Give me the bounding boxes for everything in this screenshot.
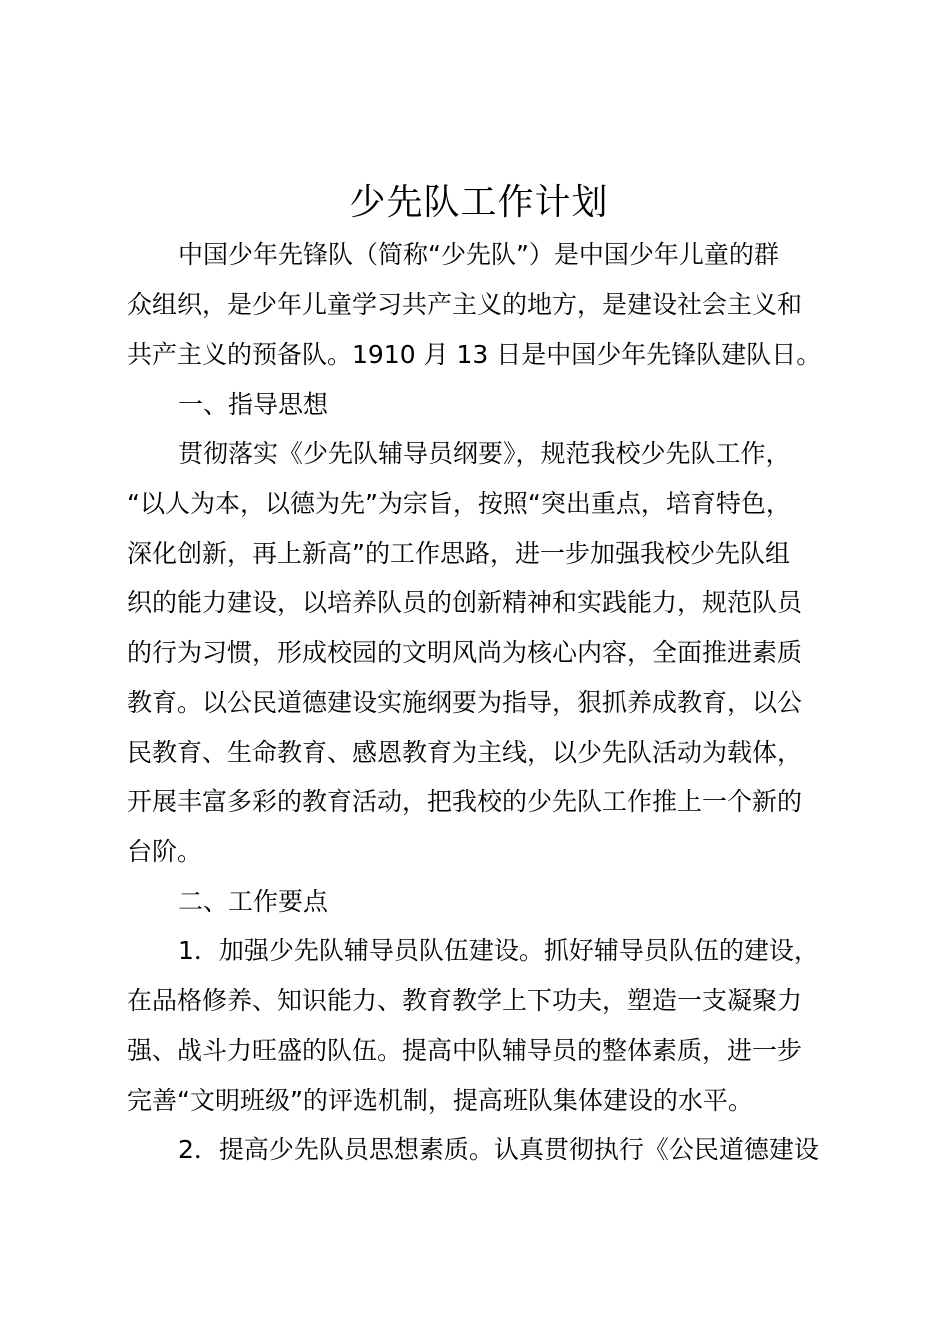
paragraph-line: 深化创新，再上新高”的工作思路，进一步加强我校少先队组 bbox=[127, 539, 790, 568]
paragraph-line: “以人为本，以德为先”为宗旨，按照“突出重点，培育特色， bbox=[127, 489, 791, 518]
paragraph-line: 强、战斗力旺盛的队伍。提高中队辅导员的整体素质，进一步 bbox=[127, 1036, 803, 1065]
paragraph-line: 民教育、生命教育、感恩教育为主线，以少先队活动为载体， bbox=[127, 738, 803, 767]
paragraph-line: 的行为习惯，形成校园的文明风尚为核心内容，全面推进素质 bbox=[127, 638, 803, 667]
paragraph-line: 2．提高少先队员思想素质。认真贯彻执行《公民道德建设 bbox=[178, 1135, 819, 1164]
paragraph-line: 织的能力建设，以培养队员的创新精神和实践能力，规范队员 bbox=[127, 588, 803, 617]
paragraph-line: 在品格修养、知识能力、教育教学上下功夫，塑造一支凝聚力 bbox=[127, 986, 803, 1015]
section-heading: 一、指导思想 bbox=[178, 390, 329, 419]
paragraph-line: 贯彻落实《少先队辅导员纲要》，规范我校少先队工作， bbox=[178, 439, 791, 468]
paragraph-line: 1．加强少先队辅导员队伍建设。抓好辅导员队伍的建设， bbox=[178, 936, 819, 965]
paragraph-line: 完善“文明班级”的评选机制，提高班队集体建设的水平。 bbox=[127, 1086, 753, 1115]
paragraph-line: 开展丰富多彩的教育活动，把我校的少先队工作推上一个新的 bbox=[127, 787, 803, 816]
paragraph-line: 台阶。 bbox=[127, 837, 203, 866]
document-title: 少先队工作计划 bbox=[349, 182, 609, 223]
paragraph-line: 共产主义的预备队。1910 月 13 日是中国少年先锋队建队日。 bbox=[127, 340, 822, 369]
paragraph-line: 众组织，是少年儿童学习共产主义的地方，是建设社会主义和 bbox=[127, 290, 803, 319]
section-heading: 二、工作要点 bbox=[178, 887, 329, 916]
paragraph-line: 中国少年先锋队（简称“少先队”）是中国少年儿童的群 bbox=[178, 240, 779, 269]
paragraph-line: 教育。以公民道德建设实施纲要为指导，狠抓养成教育，以公 bbox=[127, 688, 803, 717]
